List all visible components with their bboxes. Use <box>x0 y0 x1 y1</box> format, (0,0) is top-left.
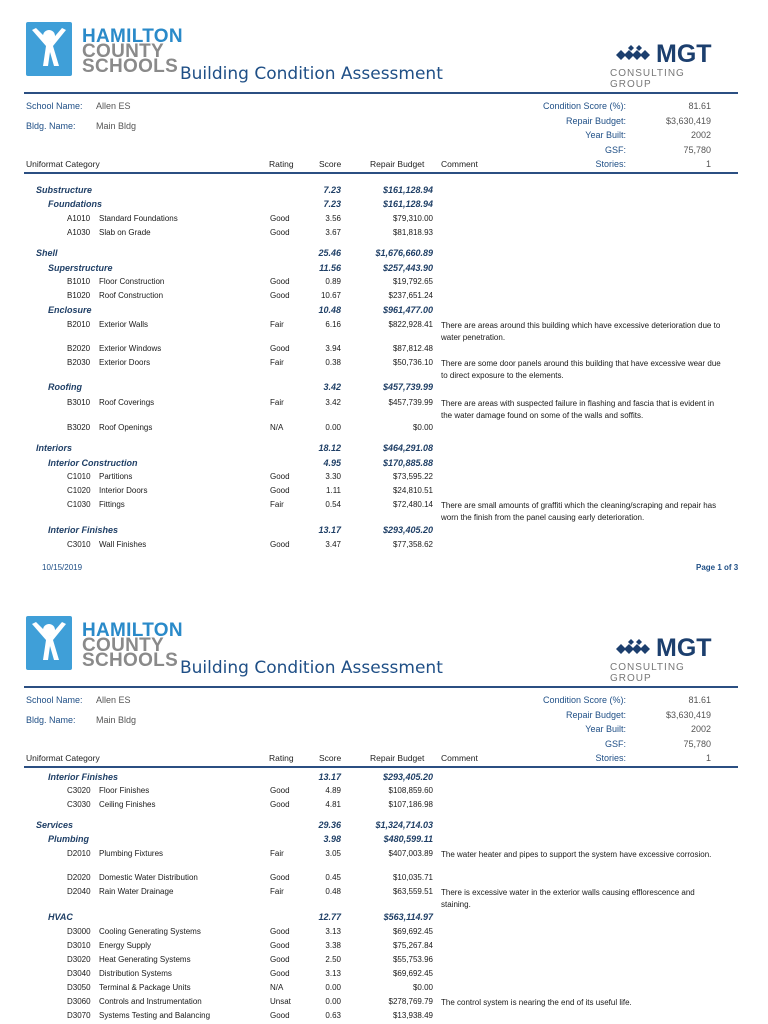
uniformat-label: Energy Supply <box>99 941 152 950</box>
col-header-category: Uniformat Category <box>26 159 100 169</box>
rating-value: Good <box>270 277 290 286</box>
repair-budget-value: $72,480.14 <box>392 500 433 509</box>
repair-budget-value: $50,736.10 <box>392 358 433 367</box>
gsf-label: GSF: <box>604 739 626 749</box>
hamilton-county-schools-logo <box>26 614 183 676</box>
table-row <box>0 214 768 228</box>
uniformat-code: D3010 <box>67 941 91 950</box>
year-built-label: Year Built: <box>585 130 626 140</box>
rating-value: Good <box>270 873 290 882</box>
score-value: 4.95 <box>323 458 341 468</box>
rating-value: Fair <box>270 320 284 329</box>
category-row <box>0 248 768 262</box>
repair-budget-value: $161,128.94 <box>382 185 433 195</box>
logo-line-3: SCHOOLS <box>82 650 179 671</box>
uniformat-code: D3060 <box>67 997 91 1006</box>
comment-text: There are small amounts of graffiti which the cleaning/scraping and repair has worn the finish from the panel causing early deterioration. <box>441 501 717 522</box>
repair-budget-value: $69,692.45 <box>392 969 433 978</box>
repair-budget-value: $407,003.89 <box>388 849 433 858</box>
repair-budget-value: $87,812.48 <box>392 344 433 353</box>
uniformat-label: Floor Finishes <box>99 786 150 795</box>
subcategory-name: Plumbing <box>48 834 89 844</box>
table-row <box>0 423 768 437</box>
bldg-name-label: Bldg. Name: <box>26 715 76 725</box>
repair-budget-label: Repair Budget: <box>565 710 626 720</box>
rating-value: N/A <box>270 983 284 992</box>
logo-line-1: HAMILTON <box>82 26 183 47</box>
repair-budget-value: $563,114.97 <box>383 912 433 922</box>
subcategory-name: Interior Construction <box>48 458 138 468</box>
uniformat-code: C1020 <box>67 486 91 495</box>
uniformat-code: C3030 <box>67 800 91 809</box>
table-row <box>0 291 768 305</box>
comment-text: The control system is nearing the end of its useful life. <box>441 998 632 1007</box>
year-built-label: Year Built: <box>585 724 626 734</box>
repair-budget-value: $13,938.49 <box>392 1011 433 1020</box>
subcategory-name: Enclosure <box>48 305 92 315</box>
uniformat-label: Wall Finishes <box>99 540 147 549</box>
uniformat-label: Interior Doors <box>99 486 148 495</box>
table-header-divider <box>24 172 738 174</box>
table-row <box>0 277 768 291</box>
table-row <box>0 849 768 863</box>
repair-budget-value: $55,753.96 <box>392 955 433 964</box>
uniformat-label: Distribution Systems <box>99 969 172 978</box>
table-row <box>0 540 768 554</box>
logo-line-1: HAMILTON <box>82 620 183 641</box>
uniformat-label: Rain Water Drainage <box>99 887 174 896</box>
repair-budget-label: Repair Budget: <box>565 116 626 126</box>
uniformat-code: D3000 <box>67 927 91 936</box>
uniformat-label: Heat Generating Systems <box>99 955 191 964</box>
year-built-value: 2002 <box>690 724 711 734</box>
score-value: 29.36 <box>318 820 341 830</box>
stories-value: 1 <box>705 159 711 169</box>
score-value: 3.42 <box>325 398 341 407</box>
table-row <box>0 320 768 342</box>
uniformat-code: B2030 <box>67 358 91 367</box>
hamilton-county-schools-logo <box>26 20 183 82</box>
repair-budget-value: $3,630,419 <box>665 116 711 126</box>
condition-score-value: 81.61 <box>688 101 711 111</box>
score-value: 0.00 <box>325 423 341 432</box>
repair-budget-value: $278,769.79 <box>388 997 433 1006</box>
uniformat-label: Roof Coverings <box>99 398 155 407</box>
school-figure-icon <box>26 616 72 670</box>
subcategory-row <box>0 458 768 472</box>
bldg-name-value: Main Bldg <box>96 715 137 725</box>
mgt-consulting-logo <box>610 40 730 90</box>
uniformat-code: D2020 <box>67 873 91 882</box>
repair-budget-value: $63,559.51 <box>392 887 433 896</box>
score-value: 0.00 <box>325 997 341 1006</box>
uniformat-label: Partitions <box>99 472 133 481</box>
score-value: 7.23 <box>323 199 341 209</box>
uniformat-code: D3070 <box>67 1011 91 1020</box>
stories-value: 1 <box>705 753 711 763</box>
school-figure-icon <box>26 22 72 76</box>
header-divider <box>24 686 738 688</box>
subcategory-name: Interior Finishes <box>48 772 119 782</box>
category-row <box>0 820 768 834</box>
table-row <box>0 228 768 242</box>
rating-value: Good <box>270 291 290 300</box>
table-row <box>0 887 768 909</box>
col-header-rating: Rating <box>269 159 294 169</box>
comment-text: The water heater and pipes to support the system have excessive corrosion. <box>441 850 712 859</box>
subcategory-row <box>0 382 768 396</box>
uniformat-label: Controls and Instrumentation <box>99 997 202 1006</box>
repair-budget-value: $822,928.41 <box>388 320 433 329</box>
comment-text: There is excessive water in the exterior walls causing efflorescence and staining. <box>441 888 695 909</box>
repair-budget-value: $0.00 <box>412 423 433 432</box>
repair-budget-value: $0.00 <box>412 983 433 992</box>
col-header-score: Score <box>319 753 342 763</box>
table-row <box>0 941 768 955</box>
repair-budget-value: $77,358.62 <box>392 540 433 549</box>
uniformat-label: Roof Construction <box>99 291 164 300</box>
uniformat-label: Cooling Generating Systems <box>99 927 201 936</box>
rating-value: Good <box>270 344 290 353</box>
score-value: 2.50 <box>325 955 341 964</box>
rating-value: Good <box>270 540 290 549</box>
rating-value: Good <box>270 941 290 950</box>
table-header-divider <box>24 766 738 768</box>
uniformat-label: Floor Construction <box>99 277 165 286</box>
school-name-value: Allen ES <box>96 695 131 705</box>
logo-line-2: COUNTY <box>82 635 165 656</box>
logo-line-2: COUNTY <box>82 41 165 62</box>
repair-budget-value: $81,818.93 <box>392 228 433 237</box>
uniformat-label: Fittings <box>99 500 125 509</box>
score-value: 10.48 <box>318 305 341 315</box>
table-row <box>0 800 768 814</box>
gsf-value: 75,780 <box>683 739 711 749</box>
repair-budget-value: $75,267.84 <box>392 941 433 950</box>
col-header-rating: Rating <box>269 753 294 763</box>
col-header-category: Uniformat Category <box>26 753 100 763</box>
repair-budget-value: $257,443.90 <box>382 263 433 273</box>
footer-date: 10/15/2019 <box>42 563 83 572</box>
score-value: 3.47 <box>325 540 341 549</box>
uniformat-label: Domestic Water Distribution <box>99 873 198 882</box>
stories-label: Stories: <box>595 753 626 763</box>
rating-value: Fair <box>270 398 284 407</box>
subcategory-name: Interior Finishes <box>48 525 119 535</box>
score-value: 3.67 <box>325 228 341 237</box>
repair-budget-value: $457,739.99 <box>382 382 433 392</box>
bldg-name-label: Bldg. Name: <box>26 121 76 131</box>
score-value: 3.05 <box>325 849 341 858</box>
subcategory-row <box>0 834 768 848</box>
score-value: 3.13 <box>325 927 341 936</box>
col-header-score: Score <box>319 159 342 169</box>
uniformat-label: Standard Foundations <box>99 214 178 223</box>
repair-budget-value: $464,291.08 <box>382 443 433 453</box>
repair-budget-value: $293,405.20 <box>382 525 433 535</box>
score-value: 0.48 <box>325 887 341 896</box>
subcategory-name: Superstructure <box>48 263 113 273</box>
subcategory-name: Roofing <box>48 382 82 392</box>
score-value: 0.45 <box>325 873 341 882</box>
score-value: 3.38 <box>325 941 341 950</box>
diamond-cluster-icon <box>610 44 654 66</box>
uniformat-code: B1020 <box>67 291 91 300</box>
year-built-value: 2002 <box>690 130 711 140</box>
footer-page-number: Page 1 of 3 <box>696 563 739 572</box>
uniformat-label: Slab on Grade <box>99 228 151 237</box>
table-row <box>0 927 768 941</box>
repair-budget-value: $237,651.24 <box>388 291 433 300</box>
uniformat-code: D3040 <box>67 969 91 978</box>
mgt-subtitle: CONSULTING GROUP <box>610 662 685 684</box>
score-value: 7.23 <box>323 185 341 195</box>
repair-budget-value: $161,128.94 <box>382 199 433 209</box>
repair-budget-value: $293,405.20 <box>382 772 433 782</box>
col-header-budget: Repair Budget <box>370 159 425 169</box>
score-value: 4.89 <box>325 786 341 795</box>
score-value: 10.67 <box>320 291 341 300</box>
repair-budget-value: $24,810.51 <box>392 486 433 495</box>
mgt-consulting-logo <box>610 634 730 684</box>
rating-value: Good <box>270 969 290 978</box>
gsf-label: GSF: <box>604 145 626 155</box>
col-header-comment: Comment <box>441 753 478 763</box>
page-title: Building Condition Assessment <box>180 658 443 678</box>
repair-budget-value: $69,692.45 <box>392 927 433 936</box>
uniformat-label: Terminal & Package Units <box>99 983 191 992</box>
subcategory-row <box>0 525 768 539</box>
score-value: 1.11 <box>326 486 341 495</box>
rating-value: Fair <box>270 887 284 896</box>
score-value: 11.56 <box>319 263 341 273</box>
col-header-comment: Comment <box>441 159 478 169</box>
table-row <box>0 358 768 380</box>
score-value: 0.00 <box>325 983 341 992</box>
score-value: 0.89 <box>325 277 341 286</box>
uniformat-code: A1030 <box>67 228 91 237</box>
category-name: Services <box>36 820 74 830</box>
uniformat-label: Exterior Walls <box>99 320 149 329</box>
rating-value: Good <box>270 228 290 237</box>
subcategory-row <box>0 772 768 786</box>
school-name-label: School Name: <box>26 695 83 705</box>
repair-budget-value: $170,885.88 <box>382 458 433 468</box>
score-value: 3.94 <box>325 344 341 353</box>
uniformat-code: C3020 <box>67 786 91 795</box>
repair-budget-value: $1,324,714.03 <box>375 820 433 830</box>
category-name: Shell <box>36 248 58 258</box>
repair-budget-value: $107,186.98 <box>388 800 433 809</box>
condition-score-label: Condition Score (%): <box>542 101 626 111</box>
table-row <box>0 983 768 997</box>
uniformat-code: C3010 <box>67 540 91 549</box>
rating-value: Good <box>270 214 290 223</box>
col-header-budget: Repair Budget <box>370 753 425 763</box>
rating-value: Unsat <box>270 997 291 1006</box>
subcategory-row <box>0 305 768 319</box>
page-title: Building Condition Assessment <box>180 64 443 84</box>
repair-budget-value: $10,035.71 <box>392 873 433 882</box>
repair-budget-value: $1,676,660.89 <box>375 248 433 258</box>
comment-text: There are areas with suspected failure in flashing and fascia that is evident in the water damage found on some of the walls and soffits. <box>441 399 715 420</box>
uniformat-label: Exterior Doors <box>99 358 151 367</box>
school-name-value: Allen ES <box>96 101 131 111</box>
score-value: 18.12 <box>318 443 341 453</box>
score-value: 0.63 <box>325 1011 341 1020</box>
header-divider <box>24 92 738 94</box>
mgt-wordmark: MGT <box>656 40 712 68</box>
logo-line-3: SCHOOLS <box>82 56 179 77</box>
table-row <box>0 472 768 486</box>
table-row <box>0 969 768 983</box>
condition-score-label: Condition Score (%): <box>542 695 626 705</box>
score-value: 6.16 <box>325 320 341 329</box>
score-value: 3.30 <box>325 472 341 481</box>
repair-budget-value: $961,477.00 <box>382 305 433 315</box>
report-page-2 <box>0 594 768 1024</box>
gsf-value: 75,780 <box>683 145 711 155</box>
subcategory-name: Foundations <box>48 199 102 209</box>
score-value: 3.56 <box>325 214 341 223</box>
uniformat-label: Roof Openings <box>99 423 153 432</box>
table-row <box>0 500 768 522</box>
condition-score-value: 81.61 <box>688 695 711 705</box>
subcategory-name: HVAC <box>48 912 73 922</box>
bldg-name-value: Main Bldg <box>96 121 137 131</box>
repair-budget-value: $457,739.99 <box>388 398 433 407</box>
rating-value: Fair <box>270 358 284 367</box>
score-value: 0.38 <box>325 358 341 367</box>
table-row <box>0 1011 768 1024</box>
category-name: Interiors <box>36 443 73 453</box>
table-row <box>0 955 768 969</box>
repair-budget-value: $108,859.60 <box>388 786 433 795</box>
category-name: Substructure <box>36 185 93 195</box>
repair-budget-value: $480,599.11 <box>383 834 433 844</box>
rating-value: Good <box>270 927 290 936</box>
rating-value: Fair <box>270 500 284 509</box>
rating-value: Fair <box>270 849 284 858</box>
uniformat-code: C1010 <box>67 472 91 481</box>
rating-value: N/A <box>270 423 284 432</box>
uniformat-code: D2040 <box>67 887 91 896</box>
uniformat-code: B3020 <box>67 423 91 432</box>
subcategory-row <box>0 263 768 277</box>
comment-text: There are areas around this building which have excessive deterioration due to water penetration. <box>441 321 721 342</box>
rating-value: Good <box>270 1011 290 1020</box>
table-row <box>0 997 768 1011</box>
score-value: 3.42 <box>323 382 341 392</box>
score-value: 4.81 <box>325 800 341 809</box>
category-row <box>0 185 768 199</box>
score-value: 3.13 <box>325 969 341 978</box>
score-value: 13.17 <box>318 772 341 782</box>
uniformat-code: A1010 <box>67 214 91 223</box>
score-value: 12.77 <box>318 912 341 922</box>
score-value: 0.54 <box>325 500 341 509</box>
uniformat-code: B2010 <box>67 320 91 329</box>
subcategory-row <box>0 199 768 213</box>
table-row <box>0 398 768 420</box>
repair-budget-value: $19,792.65 <box>392 277 433 286</box>
score-value: 25.46 <box>318 248 341 258</box>
uniformat-label: Plumbing Fixtures <box>99 849 164 858</box>
diamond-cluster-icon <box>610 638 654 660</box>
subcategory-row <box>0 912 768 926</box>
repair-budget-value: $73,595.22 <box>392 472 433 481</box>
rating-value: Good <box>270 800 290 809</box>
uniformat-code: D3050 <box>67 983 91 992</box>
stories-label: Stories: <box>595 159 626 169</box>
score-value: 13.17 <box>318 525 341 535</box>
score-value: 3.98 <box>323 834 341 844</box>
table-row <box>0 873 768 887</box>
table-row <box>0 786 768 800</box>
uniformat-code: B1010 <box>67 277 91 286</box>
uniformat-label: Systems Testing and Balancing <box>99 1011 211 1020</box>
uniformat-code: D2010 <box>67 849 91 858</box>
mgt-subtitle: CONSULTING GROUP <box>610 68 685 90</box>
rating-value: Good <box>270 786 290 795</box>
uniformat-code: D3020 <box>67 955 91 964</box>
uniformat-code: B2020 <box>67 344 91 353</box>
mgt-wordmark: MGT <box>656 634 712 662</box>
repair-budget-value: $79,310.00 <box>392 214 433 223</box>
table-row <box>0 486 768 500</box>
rating-value: Good <box>270 955 290 964</box>
uniformat-label: Ceiling Finishes <box>99 800 156 809</box>
rating-value: Good <box>270 486 290 495</box>
table-row <box>0 344 768 358</box>
uniformat-code: B3010 <box>67 398 91 407</box>
uniformat-code: C1030 <box>67 500 91 509</box>
uniformat-label: Exterior Windows <box>99 344 162 353</box>
comment-text: There are some door panels around this building that have excessive wear due to direct exposure to the elements. <box>441 359 721 380</box>
school-name-label: School Name: <box>26 101 83 111</box>
rating-value: Good <box>270 472 290 481</box>
category-row <box>0 443 768 457</box>
repair-budget-value: $3,630,419 <box>665 710 711 720</box>
